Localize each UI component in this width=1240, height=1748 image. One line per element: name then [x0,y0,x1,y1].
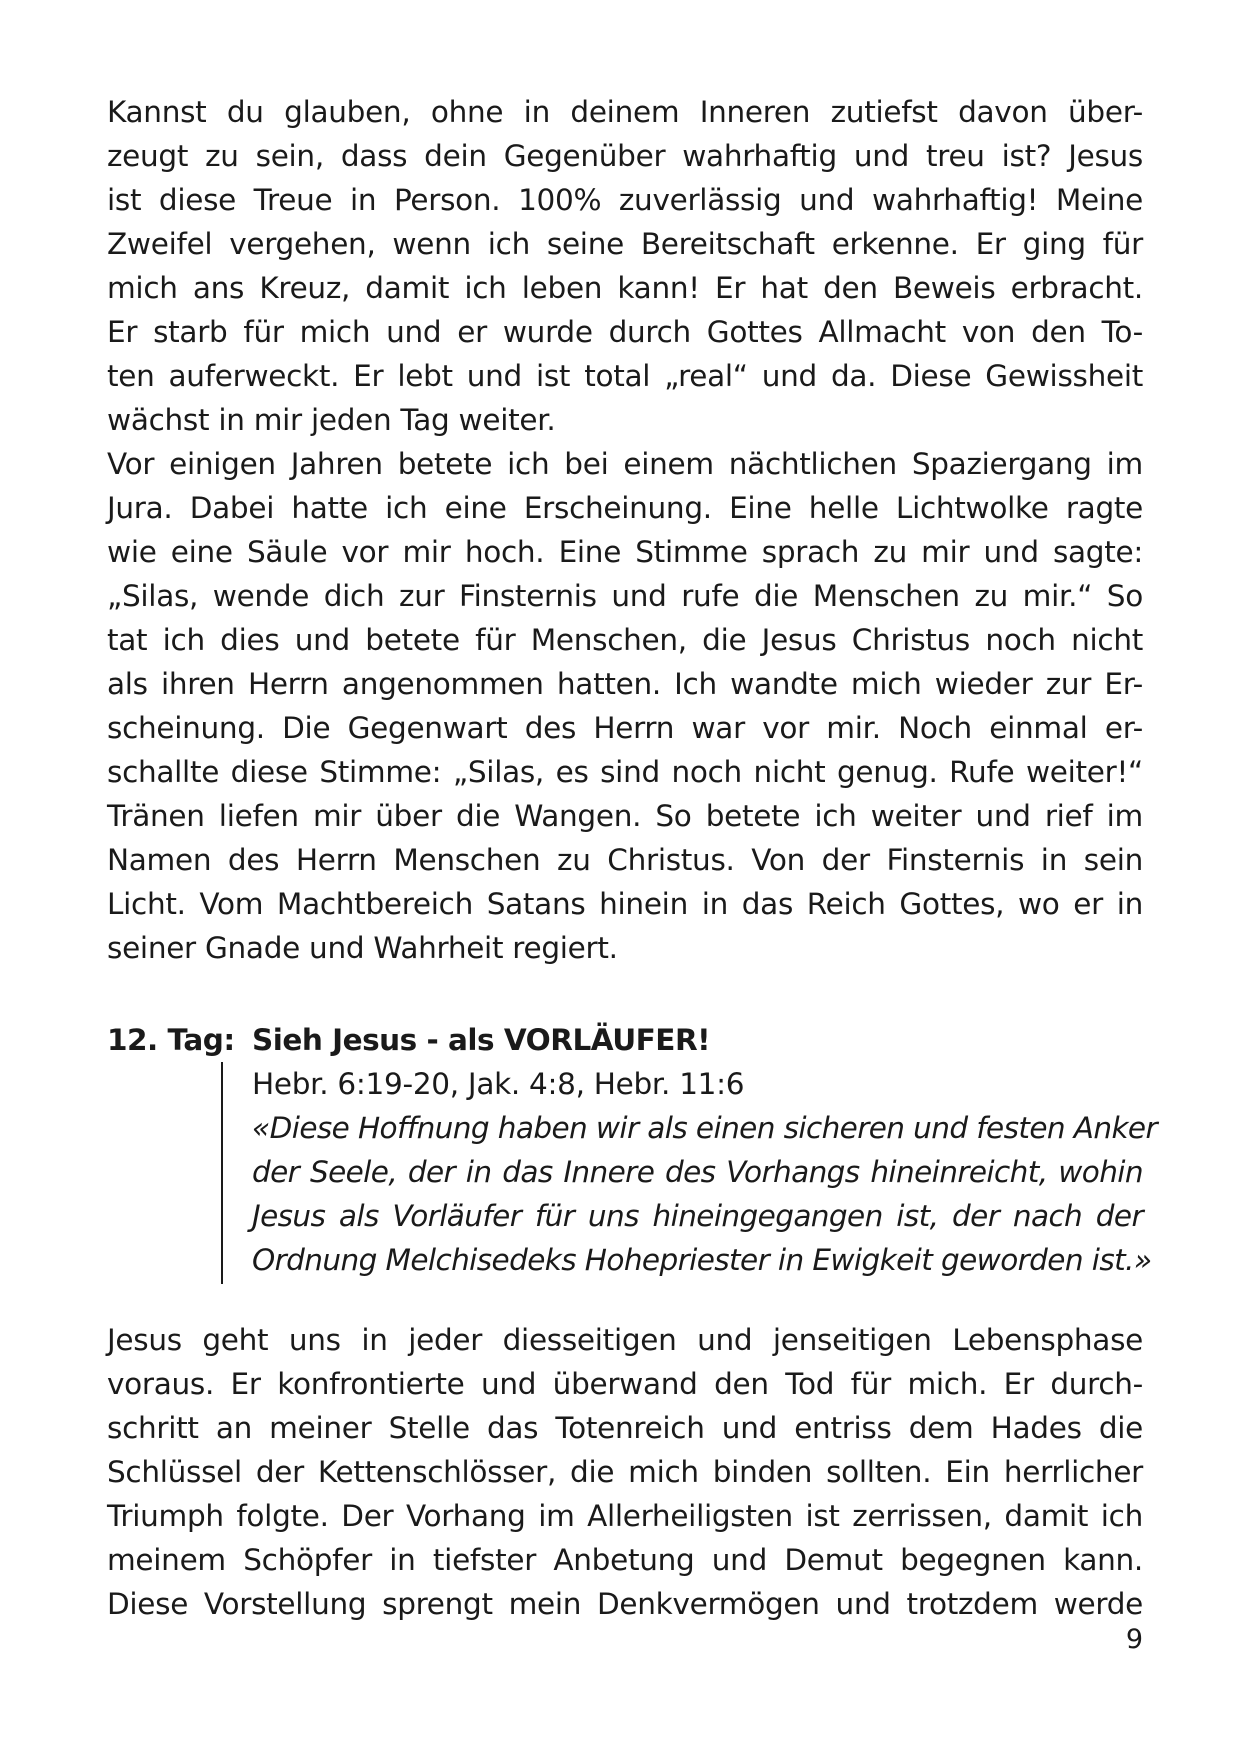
paragraph-forerunner [107,1318,1143,1626]
text-line: schallte diese Stimme: „Silas, es sind noch nicht genug. Rufe weiter!“ [107,755,1143,789]
text-line: scheinung. Die Gegenwart des Herrn war vor mir. Noch einmal er- [107,711,1143,745]
day-label: 12. Tag: [107,1023,235,1057]
text-line: Zweifel vergehen, wenn ich seine Bereitschaft erkenne. Er ging für [107,227,1143,261]
text-line: als ihren Herrn angenommen hatten. Ich wandte mich wieder zur Er- [107,667,1143,701]
quote-line: der Seele, der in das Innere des Vorhangs hineinreicht, wohin [252,1155,1143,1189]
quote-line: «Diese Hoffnung haben wir als einen sicheren und festen Anker [252,1111,1158,1145]
text-line: ten auferweckt. Er lebt und ist total „real“ und da. Diese Gewissheit [107,359,1143,393]
text-line: seiner Gnade und Wahrheit regiert. [107,931,618,965]
paragraph-faithfulness [107,90,1143,442]
text-line: voraus. Er konfrontierte und überwand den Tod für mich. Er durch- [107,1367,1143,1401]
scripture-references: Hebr. 6:19-20, Jak. 4:8, Hebr. 11:6 [252,1067,745,1101]
text-line: Tränen liefen mir über die Wangen. So betete ich weiter und rief im [107,799,1143,833]
text-line: Jesus geht uns in jeder diesseitigen und jenseitigen Lebensphase [107,1323,1143,1357]
text-line: „Silas, wende dich zur Finsternis und rufe die Menschen zu mir.“ So [107,579,1143,613]
text-line: wächst in mir jeden Tag weiter. [107,403,556,437]
text-line: schritt an meiner Stelle das Totenreich und entriss dem Hades die [107,1411,1143,1445]
text-line: mich ans Kreuz, damit ich leben kann! Er hat den Beweis erbracht. [107,271,1143,305]
text-line: Schlüssel der Kettenschlösser, die mich binden sollten. Ein herrlicher [107,1455,1143,1489]
page-number: 9 [1125,1624,1143,1655]
text-line: Licht. Vom Machtbereich Satans hinein in das Reich Gottes, wo er in [107,887,1143,921]
text-line: Jura. Dabei hatte ich eine Erscheinung. Eine helle Lichtwolke ragte [107,491,1143,525]
text-line: Er starb für mich und er wurde durch Gottes Allmacht von den To- [107,315,1143,349]
text-line: zeugt zu sein, dass dein Gegenüber wahrhaftig und treu ist? Jesus [107,139,1143,173]
vertical-rule [221,1062,223,1284]
day-entry [107,1018,1158,1288]
day-content [252,1018,1158,1282]
day-title: Sieh Jesus - als VORLÄUFER! [252,1023,711,1057]
paragraph-vision [107,442,1143,970]
scripture-quote [252,1106,1158,1282]
text-line: wie eine Säule vor mir hoch. Eine Stimme sprach zu mir und sagte: [107,535,1143,569]
quote-line: Jesus als Vorläufer für uns hineingegangen ist, der nach der [252,1199,1143,1233]
text-line: ist diese Treue in Person. 100% zuverlässig und wahrhaftig! Meine [107,183,1143,217]
text-line: tat ich dies und betete für Menschen, die Jesus Christus noch nicht [107,623,1143,657]
text-line: meinem Schöpfer in tiefster Anbetung und Demut begegnen kann. [107,1543,1143,1577]
text-line: Diese Vorstellung sprengt mein Denkvermögen und trotzdem werde [107,1587,1143,1621]
text-line: Kannst du glauben, ohne in deinem Inneren zutiefst davon über- [107,95,1143,129]
text-line: Triumph folgte. Der Vorhang im Allerheiligsten ist zerrissen, damit ich [107,1499,1143,1533]
quote-line: Ordnung Melchisedeks Hohepriester in Ewigkeit geworden ist.» [252,1243,1152,1277]
text-line: Namen des Herrn Menschen zu Christus. Von der Finsternis in sein [107,843,1143,877]
text-line: Vor einigen Jahren betete ich bei einem nächtlichen Spaziergang im [107,447,1143,481]
